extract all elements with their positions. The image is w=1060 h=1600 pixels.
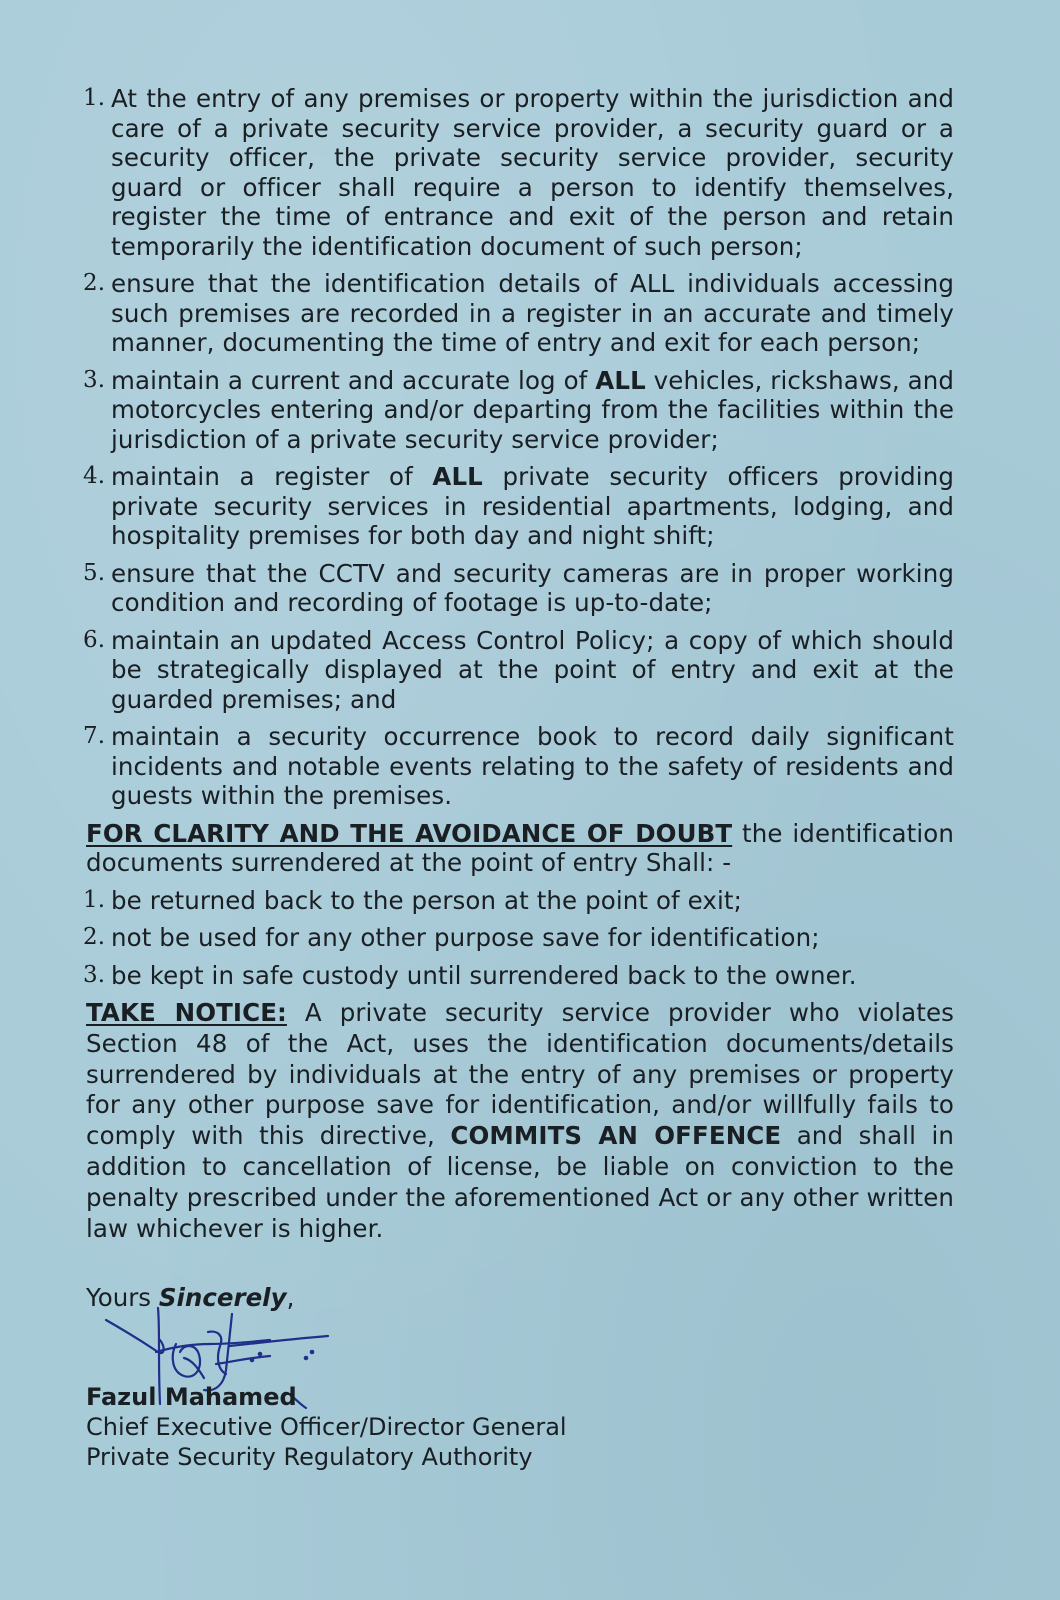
clarity-item-1: 1. be returned back to the person at the point of exit; [83, 885, 742, 915]
directive-list [83, 84, 954, 811]
signatory-title: Chief Executive Officer/Director General [86, 1413, 567, 1441]
directive-item-3: 3. maintain a current and accurate log of ALL vehicles, rickshaws, and motorcycles entering and/or departing from the facilities within the jurisdiction of a private security service provider; [83, 365, 954, 454]
clarity-heading: FOR CLARITY AND THE AVOIDANCE OF DOUBT [86, 818, 733, 848]
directive-item-5: 5. ensure that the CCTV and security cameras are in proper working condition and recording of footage is up-to-date; [83, 558, 954, 617]
clarity-paragraph: FOR CLARITY AND THE AVOIDANCE OF DOUBT the identification documents surrendered at the point of entry Shall: - [86, 818, 954, 877]
directive-item-2: 2. ensure that the identification details of ALL individuals accessing such premises are recorded in a register in an accurate and timely manner, documenting the time of entry and exit for each person; [83, 269, 954, 357]
signatory-block [86, 1382, 567, 1472]
clarity-item-3: 3. be kept in safe custody until surrendered back to the owner. [83, 960, 857, 990]
clarity-item-2: 2. not be used for any other purpose save for identification; [83, 923, 820, 952]
directive-item-4: 4. maintain a register of ALL private security officers providing private security services in residential apartments, lodging, and hospitality premises for both day and night shift; [83, 462, 954, 550]
signatory-organization: Private Security Regulatory Authority [86, 1443, 533, 1471]
notice-paragraph: TAKE NOTICE: A private security service provider who violates Section 48 of the Act, uses the identification documents/details surrendered by individuals at the entry of any premises or property for any other purpose save for identification, and/or willfully fails to comply with this directive, COMMITS AN OFFENCE and shall in addition to cancellation of license, be liable on conviction to the penalty prescribed under the aforementioned Act or any other written law whichever is higher. [86, 998, 955, 1243]
directive-item-1: 1. At the entry of any premises or property within the jurisdiction and care of a private security service provider, a security guard or a security officer, the private security service provider, security guard or officer shall require a person to identify themselves, register the time of entrance and exit of the person and retain temporarily the identification document of such person; [83, 84, 954, 261]
notice-heading: TAKE NOTICE: [86, 998, 287, 1027]
directive-body [83, 84, 955, 1252]
directive-item-7: 7. maintain a security occurrence book to record daily significant incidents and notable events relating to the safety of residents and guests within the premises. [83, 722, 954, 810]
closing-salutation: Yours Sincerely, [86, 1283, 295, 1312]
signatory-name: Fazul Mahamed [86, 1383, 297, 1411]
clarity-list [83, 885, 954, 991]
directive-item-6: 6. maintain an updated Access Control Policy; a copy of which should be strategically displayed at the point of entry and exit at the guarded premises; and [83, 625, 954, 714]
